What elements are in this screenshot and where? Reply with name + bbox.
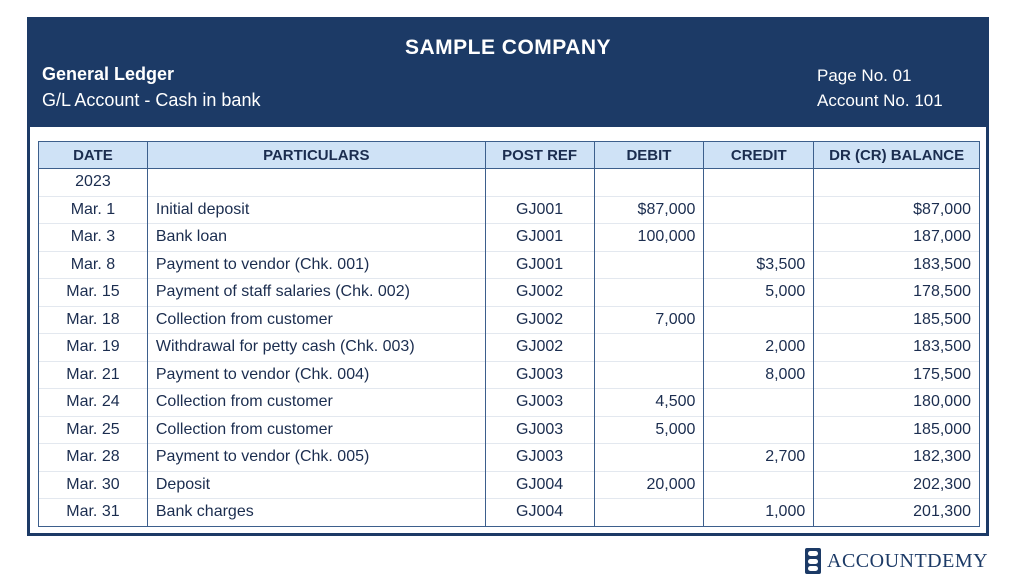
cell-debit: 100,000 (594, 224, 704, 252)
cell-date: Mar. 30 (39, 471, 148, 499)
cell-debit (594, 499, 704, 527)
cell-credit: 1,000 (704, 499, 814, 527)
cell-particulars: Deposit (147, 471, 485, 499)
cell-date: Mar. 1 (39, 196, 148, 224)
cell-credit (704, 224, 814, 252)
page-number: Page No. 01 (817, 66, 912, 85)
cell-debit (594, 361, 704, 389)
cell-date: Mar. 24 (39, 389, 148, 417)
cell-particulars (147, 169, 485, 197)
cell-post-ref: GJ004 (485, 471, 594, 499)
cell-credit (704, 169, 814, 197)
cell-particulars: Payment to vendor (Chk. 005) (147, 444, 485, 472)
table-row (39, 169, 980, 197)
cell-balance: 202,300 (814, 471, 980, 499)
column-header-credit: CREDIT (704, 142, 814, 169)
cell-credit (704, 416, 814, 444)
cell-debit (594, 444, 704, 472)
cell-debit (594, 251, 704, 279)
column-header-post-ref: POST REF (485, 142, 594, 169)
cell-particulars: Payment to vendor (Chk. 004) (147, 361, 485, 389)
table-row (39, 389, 980, 417)
cell-balance: 187,000 (814, 224, 980, 252)
cell-credit: $3,500 (704, 251, 814, 279)
cell-date: Mar. 15 (39, 279, 148, 307)
brand-name: ACCOUNTDEMY (827, 549, 989, 572)
cell-credit (704, 389, 814, 417)
cell-particulars: Payment of staff salaries (Chk. 002) (147, 279, 485, 307)
company-name: SAMPLE COMPANY (404, 36, 612, 59)
cell-date: Mar. 25 (39, 416, 148, 444)
cell-balance (814, 169, 980, 197)
cell-debit (594, 334, 704, 362)
cell-debit (594, 279, 704, 307)
ledger-table (38, 141, 980, 527)
cell-date: 2023 (39, 169, 148, 197)
cell-particulars: Bank charges (147, 499, 485, 527)
cell-post-ref: GJ003 (485, 444, 594, 472)
column-header-balance: DR (CR) BALANCE (814, 142, 980, 169)
cell-balance: 182,300 (814, 444, 980, 472)
cell-particulars: Withdrawal for petty cash (Chk. 003) (147, 334, 485, 362)
table-row (39, 196, 980, 224)
table-row (39, 471, 980, 499)
cell-credit: 8,000 (704, 361, 814, 389)
cell-particulars: Collection from customer (147, 416, 485, 444)
cell-date: Mar. 19 (39, 334, 148, 362)
ledger-header (30, 20, 986, 127)
ledger-frame (27, 17, 989, 536)
cell-post-ref: GJ002 (485, 306, 594, 334)
cell-credit: 2,000 (704, 334, 814, 362)
column-header-particulars: PARTICULARS (147, 142, 485, 169)
table-row (39, 334, 980, 362)
account-number: Account No. 101 (817, 91, 943, 110)
cell-post-ref (485, 169, 594, 197)
cell-balance: 183,500 (814, 334, 980, 362)
cell-credit (704, 196, 814, 224)
cell-debit (594, 169, 704, 197)
cell-particulars: Payment to vendor (Chk. 001) (147, 251, 485, 279)
account-title: G/L Account - Cash in bank (42, 90, 261, 110)
cell-credit (704, 306, 814, 334)
cell-particulars: Collection from customer (147, 306, 485, 334)
table-header-row (39, 142, 980, 169)
cell-date: Mar. 31 (39, 499, 148, 527)
cell-debit: 7,000 (594, 306, 704, 334)
column-header-date: DATE (39, 142, 148, 169)
cell-debit: 5,000 (594, 416, 704, 444)
cell-balance: 185,000 (814, 416, 980, 444)
table-row (39, 251, 980, 279)
cell-balance: 178,500 (814, 279, 980, 307)
cell-balance: 201,300 (814, 499, 980, 527)
cell-debit: $87,000 (594, 196, 704, 224)
table-row (39, 499, 980, 527)
cell-balance: 175,500 (814, 361, 980, 389)
cell-post-ref: GJ002 (485, 334, 594, 362)
accountdemy-logo (805, 546, 988, 576)
table-row (39, 444, 980, 472)
ledger-title: General Ledger (42, 64, 175, 84)
cell-post-ref: GJ003 (485, 389, 594, 417)
cell-particulars: Collection from customer (147, 389, 485, 417)
cell-credit: 2,700 (704, 444, 814, 472)
cell-post-ref: GJ002 (485, 279, 594, 307)
cell-balance: 180,000 (814, 389, 980, 417)
cell-credit: 5,000 (704, 279, 814, 307)
table-row (39, 224, 980, 252)
cell-debit: 4,500 (594, 389, 704, 417)
cell-date: Mar. 3 (39, 224, 148, 252)
cell-date: Mar. 28 (39, 444, 148, 472)
cell-post-ref: GJ003 (485, 416, 594, 444)
cell-particulars: Bank loan (147, 224, 485, 252)
cell-post-ref: GJ001 (485, 251, 594, 279)
cell-date: Mar. 18 (39, 306, 148, 334)
table-row (39, 306, 980, 334)
cell-date: Mar. 21 (39, 361, 148, 389)
accountdemy-logo-icon (805, 548, 821, 574)
table-row (39, 361, 980, 389)
cell-debit: 20,000 (594, 471, 704, 499)
cell-balance: 185,500 (814, 306, 980, 334)
cell-post-ref: GJ004 (485, 499, 594, 527)
table-row (39, 416, 980, 444)
cell-post-ref: GJ001 (485, 224, 594, 252)
cell-date: Mar. 8 (39, 251, 148, 279)
cell-balance: $87,000 (814, 196, 980, 224)
cell-balance: 183,500 (814, 251, 980, 279)
cell-credit (704, 471, 814, 499)
cell-post-ref: GJ003 (485, 361, 594, 389)
column-header-debit: DEBIT (594, 142, 704, 169)
table-row (39, 279, 980, 307)
cell-post-ref: GJ001 (485, 196, 594, 224)
cell-particulars: Initial deposit (147, 196, 485, 224)
